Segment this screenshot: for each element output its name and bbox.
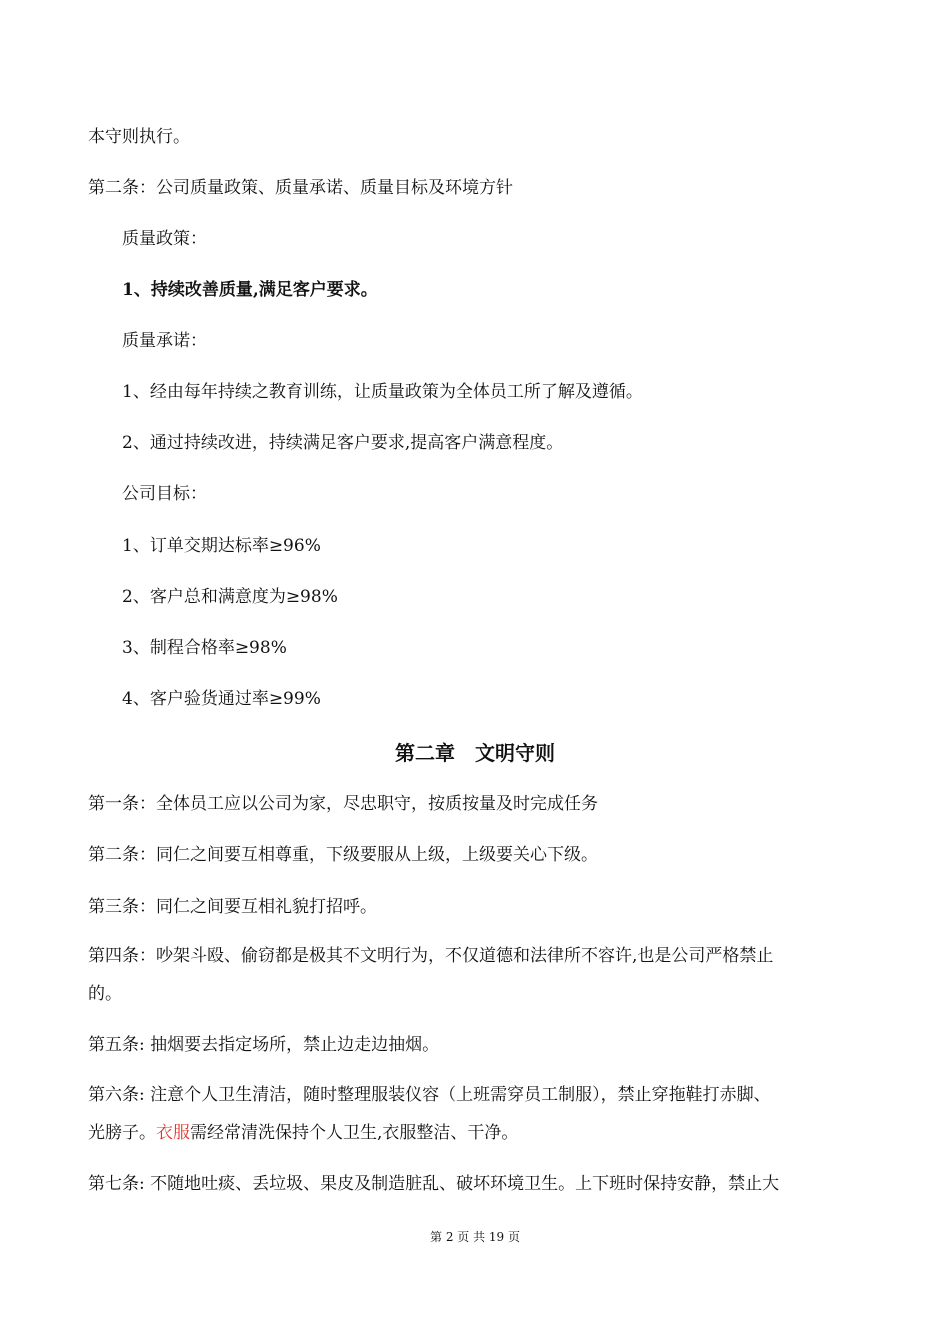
- list-item: 1、经由每年持续之教育训练，让质量政策为全体员工所了解及遵循。: [122, 382, 643, 402]
- list-item: 2、客户总和满意度为≥98%: [122, 587, 338, 607]
- article-continuation: 的。: [88, 984, 122, 1004]
- article-text: 光膀子。: [88, 1123, 156, 1143]
- article: 第二条：同仁之间要互相尊重，下级要服从上级，上级要关心下级。: [88, 845, 598, 865]
- article: 第七条: 不随地吐痰、丢垃圾、果皮及制造脏乱、破坏环境卫生。上下班时保持安静，禁止大: [88, 1174, 780, 1194]
- section-label: 质量政策：: [122, 229, 207, 249]
- chapter-title: 第二章 文明守则: [395, 741, 555, 765]
- highlighted-text: 衣服: [156, 1123, 190, 1143]
- section-label: 质量承诺：: [122, 331, 207, 351]
- article-continuation: [88, 1122, 518, 1144]
- article: 第六条: 注意个人卫生清洁，随时整理服装仪容（上班需穿员工制服），禁止穿拖鞋打赤脚、: [88, 1085, 771, 1105]
- article-heading: 第二条：公司质量政策、质量承诺、质量目标及环境方针: [88, 178, 513, 198]
- page-footer: 第 2 页 共 19 页: [430, 1230, 520, 1244]
- list-item: 3、制程合格率≥98%: [122, 638, 287, 658]
- article: 第五条: 抽烟要去指定场所，禁止边走边抽烟。: [88, 1035, 440, 1055]
- quality-policy-item: 1、持续改善质量,满足客户要求。: [122, 280, 378, 300]
- list-item: 4、客户验货通过率≥99%: [122, 689, 321, 709]
- list-item: 2、通过持续改进，持续满足客户要求,提高客户满意程度。: [122, 433, 564, 453]
- paragraph: 本守则执行。: [88, 127, 190, 147]
- list-item: 1、订单交期达标率≥96%: [122, 536, 321, 556]
- section-label: 公司目标：: [122, 484, 207, 504]
- article: 第一条：全体员工应以公司为家，尽忠职守，按质按量及时完成任务: [88, 794, 598, 814]
- article: 第四条：吵架斗殴、偷窃都是极其不文明行为，不仅道德和法律所不容许,也是公司严格禁止: [88, 946, 774, 966]
- article-text: 需经常清洗保持个人卫生,衣服整洁、干净。: [190, 1123, 519, 1143]
- article: 第三条：同仁之间要互相礼貌打招呼。: [88, 897, 377, 917]
